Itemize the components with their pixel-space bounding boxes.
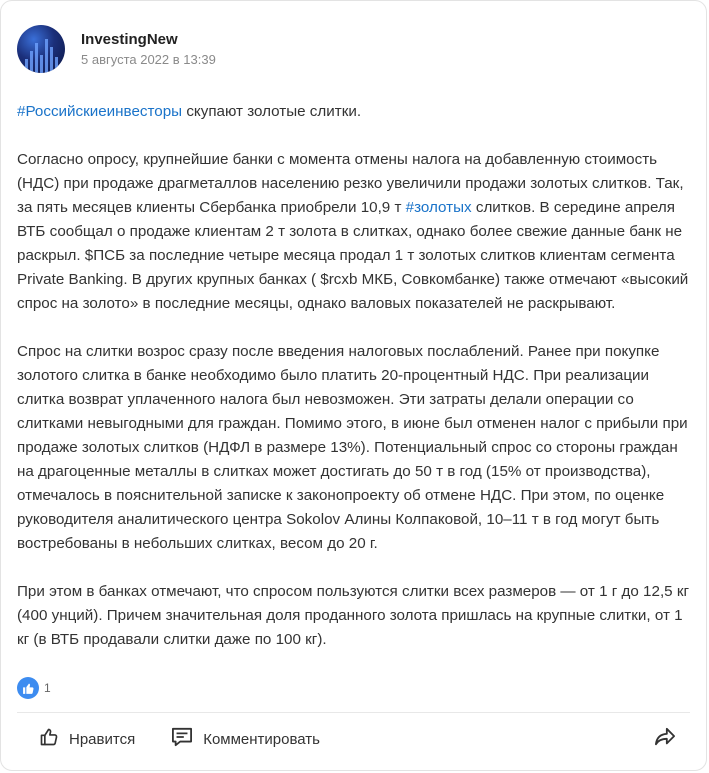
hashtag-link[interactable]: #Российскиеинвесторы: [17, 103, 183, 120]
post-body: [17, 100, 693, 676]
post-text: слитков. В середине апреля ВТБ сообщал о продаже клиентам 2 т золота в слитках, однако более свежие данные банк не раскрыл. $ПСБ за последние четыре месяца продал 1 т золотых слитков клиентам сегмента Private Banking. В других крупных банках ( $rcxb МКБ, Совкомбанке) также отмечают «высокий спрос на золото» в последние месяцы, однако валовых показателей не раскрывают.: [17, 199, 689, 312]
post-text: Согласно опросу, крупнейшие банки с момента отмены налога на добавленную стоимость (НДС) при продаже драгметаллов населению резко увеличили продажи золотых слитков. Так, за пять месяцев клиенты Сбербанка приобрели 10,9 т: [17, 151, 684, 216]
post-actions: [17, 725, 690, 753]
post-text: При этом в банках отмечают, что спросом пользуются слитки всех размеров — от 1 г до 12,5 кг (400 унций). Причем значительная доля проданного золота пришлась на крупные слитки, от 1 кг (в ВТБ продавали слитки даже по 100 кг).: [17, 583, 690, 648]
like-button[interactable]: [39, 727, 135, 751]
post-paragraph: [17, 148, 693, 316]
comment-button[interactable]: [171, 727, 320, 751]
author-block: [81, 31, 216, 68]
comment-icon: [171, 727, 193, 751]
reactions-summary[interactable]: [17, 677, 51, 699]
post-paragraph: [17, 340, 693, 556]
share-button[interactable]: [654, 727, 676, 751]
avatar[interactable]: [17, 25, 65, 73]
thumbs-up-outline-icon: [39, 727, 59, 751]
share-icon: [654, 727, 676, 751]
post-text: скупают золотые слитки.: [182, 103, 362, 120]
post-paragraph: [17, 100, 693, 124]
post-paragraph: [17, 580, 693, 652]
author-name[interactable]: InvestingNew: [81, 30, 178, 48]
post-text: Спрос на слитки возрос сразу после введения налоговых послаблений. Ранее при покупке золотого слитка в банке необходимо было платить 20-процентный НДС. При реализации слитка возврат уплаченного налога был невозможен. Эти затраты делали операции со слитками невыгодными для граждан. Помимо этого, в июне был отменен налог с прибыли при продаже золотых слитков (НДФЛ в размере 13%). Потенциальный спрос со стороны граждан на драгоценные металлы в слитках может достигать до 50 т в год (15% от производства), отмечалось в пояснительной записке к законопроекту об отмене НДС. При этом, по оценке руководителя аналитического центра Sokolov Алины Колпаковой, 10–11 т в год могут быть востребованы в небольших слитках, весом до 20 г.: [17, 343, 688, 552]
thumbs-up-icon: [17, 677, 39, 699]
reaction-count: 1: [44, 681, 51, 695]
comment-label: Комментировать: [203, 730, 320, 748]
divider: [17, 712, 690, 713]
post-date: 5 августа 2022 в 13:39: [81, 51, 216, 67]
like-label: Нравится: [69, 730, 136, 748]
hashtag-link[interactable]: #золотых: [405, 199, 472, 216]
post-header: [17, 25, 216, 73]
